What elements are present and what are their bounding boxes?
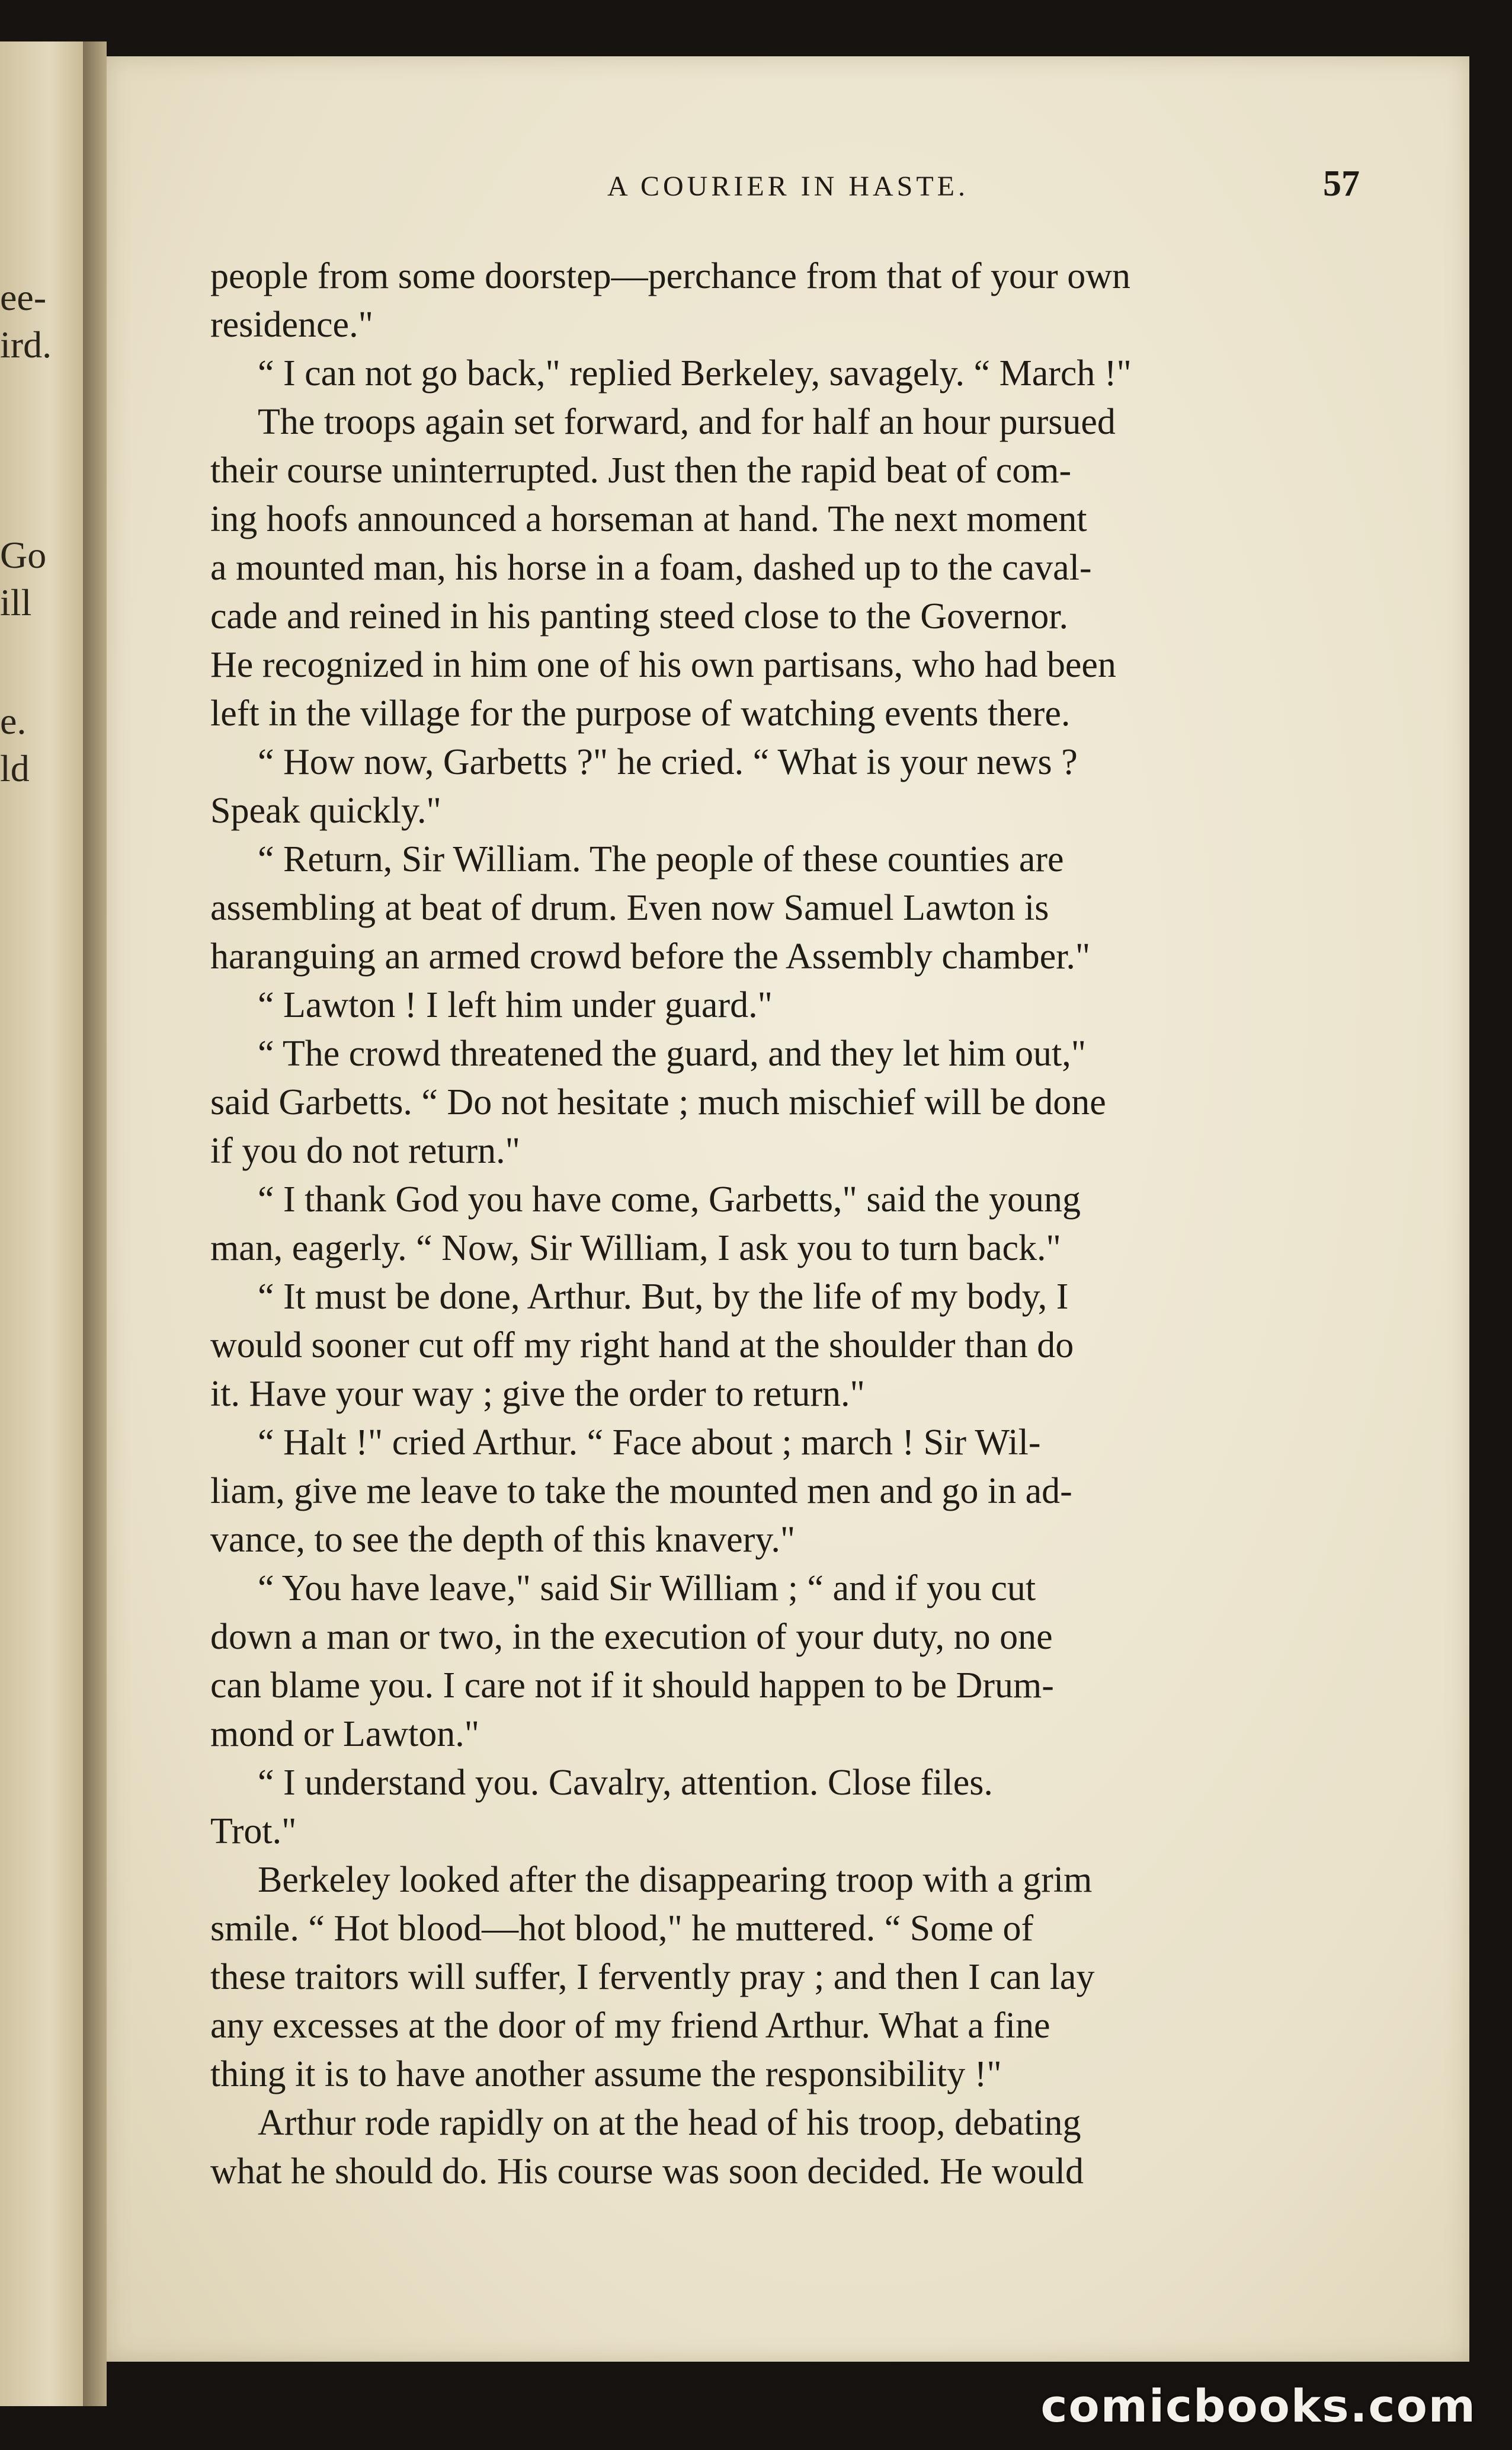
text-line: it. Have your way ; give the order to return." <box>210 1374 865 1414</box>
text-line: Trot." <box>210 1811 297 1851</box>
text-line: can blame you. I care not if it should happen to be Drum- <box>210 1665 1054 1706</box>
text-line: a mounted man, his horse in a foam, dashed up to the caval- <box>210 548 1092 588</box>
text-line: these traitors will suffer, I fervently pray ; and then I can lay <box>210 1957 1095 1997</box>
left-page-fragment: Go <box>0 534 47 576</box>
text-line: left in the village for the purpose of watching events there. <box>210 693 1071 734</box>
text-line: would sooner cut off my right hand at the shoulder than do <box>210 1325 1074 1365</box>
text-line: vance, to see the depth of this knavery." <box>210 1520 796 1560</box>
watermark: comicbooks.com <box>1040 2379 1476 2432</box>
text-line: smile. “ Hot blood—hot blood," he muttered. “ Some of <box>210 1908 1034 1949</box>
text-line: said Garbetts. “ Do not hesitate ; much mischief will be done <box>210 1082 1106 1122</box>
text-line: mond or Lawton." <box>210 1714 480 1754</box>
text-line: residence." <box>210 305 373 345</box>
text-line: “ I understand you. Cavalry, attention. Close files. <box>258 1763 993 1803</box>
text-line: if you do not return." <box>210 1131 520 1171</box>
text-line: man, eagerly. “ Now, Sir William, I ask you to turn back." <box>210 1228 1061 1268</box>
text-line: “ Lawton ! I left him under guard." <box>258 985 773 1025</box>
text-line: people from some doorstep—perchance from that of your own <box>210 256 1130 296</box>
running-head <box>107 163 1469 210</box>
text-line: assembling at beat of drum. Even now Samuel Lawton is <box>210 888 1049 928</box>
text-line: Berkeley looked after the disappearing troop with a grim <box>258 1860 1093 1900</box>
text-line: “ The crowd threatened the guard, and they let him out," <box>258 1034 1087 1074</box>
text-line: their course uninterrupted. Just then the rapid beat of com- <box>210 450 1072 491</box>
left-page-fragment: ill <box>0 581 32 623</box>
text-line: “ Halt !" cried Arthur. “ Face about ; march ! Sir Wil- <box>258 1422 1041 1463</box>
text-line: “ I thank God you have come, Garbetts," said the young <box>258 1179 1081 1220</box>
text-line: haranguing an armed crowd before the Assembly chamber." <box>210 936 1091 977</box>
left-page-fragment: ld <box>0 747 30 789</box>
text-line: The troops again set forward, and for half an hour pursued <box>258 402 1116 442</box>
text-line: “ How now, Garbetts ?" he cried. “ What is your news ? <box>258 742 1078 782</box>
book-page <box>107 56 1469 2362</box>
chapter-title: A COURIER IN HASTE. <box>607 171 969 202</box>
text-line: liam, give me leave to take the mounted men and go in ad- <box>210 1471 1072 1511</box>
left-page-fragment: ee- <box>0 276 47 318</box>
text-line: “ I can not go back," replied Berkeley, savagely. “ March !" <box>258 353 1132 394</box>
book-gutter <box>83 41 107 2406</box>
text-line: any excesses at the door of my friend Arthur. What a fine <box>210 2006 1050 2046</box>
left-page-fragment: e. <box>0 700 27 742</box>
text-line: “ You have leave," said Sir William ; “ and if you cut <box>258 1568 1036 1608</box>
text-line: down a man or two, in the execution of your duty, no one <box>210 1617 1053 1657</box>
text-line: “ It must be done, Arthur. But, by the life of my body, I <box>258 1277 1069 1317</box>
left-facing-page <box>0 41 83 2406</box>
text-line: ing hoofs announced a horseman at hand. The next moment <box>210 499 1087 539</box>
text-line: thing it is to have another assume the responsibility !" <box>210 2054 1002 2094</box>
left-page-fragment: ird. <box>0 324 52 366</box>
text-line: Arthur rode rapidly on at the head of his troop, debating <box>258 2103 1081 2143</box>
text-line: Speak quickly." <box>210 791 441 831</box>
page-number: 57 <box>1323 164 1360 204</box>
text-line: He recognized in him one of his own partisans, who had been <box>210 645 1116 685</box>
text-line: cade and reined in his panting steed close to the Governor. <box>210 596 1068 637</box>
text-line: “ Return, Sir William. The people of these counties are <box>258 839 1064 879</box>
text-line: what he should do. His course was soon decided. He would <box>210 2151 1084 2192</box>
